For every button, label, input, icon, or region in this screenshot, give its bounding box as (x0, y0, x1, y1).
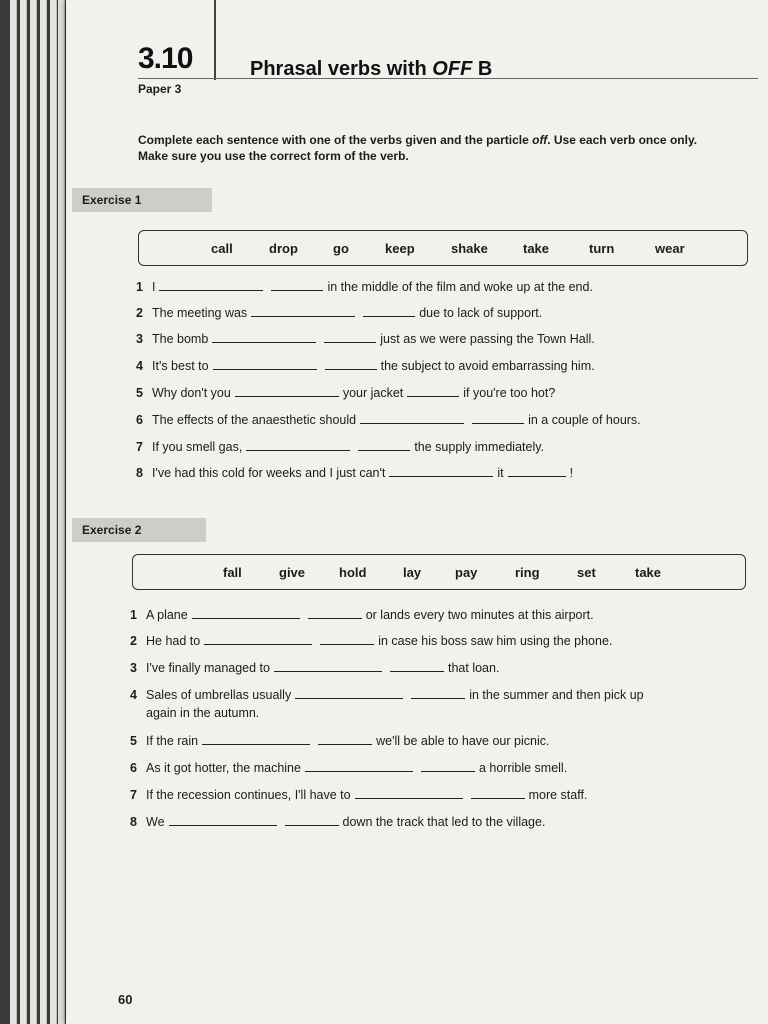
answer-blank[interactable] (251, 304, 355, 317)
answer-blank[interactable] (390, 659, 444, 672)
title-off: OFF (432, 58, 473, 80)
answer-blank[interactable] (421, 759, 475, 772)
answer-blank[interactable] (285, 813, 339, 826)
verb-word: give (279, 565, 306, 580)
answer-blank[interactable] (308, 606, 362, 619)
verb-word: set (577, 565, 596, 580)
answer-blank[interactable] (305, 759, 413, 772)
answer-blank[interactable] (363, 304, 415, 317)
exercise-2-heading: Exercise 2 (72, 518, 206, 542)
title-prefix: Phrasal verbs with (250, 58, 433, 80)
page-stack-edge (10, 0, 17, 1024)
page-stack-edge (50, 0, 57, 1024)
exercise-1-sentence-5: 5 Why don't you your jacket if you're too hot? (136, 386, 556, 400)
verb-word: wear (655, 241, 685, 256)
answer-blank[interactable] (212, 330, 316, 343)
answer-blank[interactable] (192, 606, 300, 619)
exercise-2-sentence-7: 7 If the recession continues, I'll have to more staff. (130, 788, 588, 802)
page-stack-edge (20, 0, 27, 1024)
answer-blank[interactable] (471, 786, 525, 799)
unit-title (250, 58, 492, 81)
exercise-1-sentence-4: 4 It's best to the subject to avoid embarrassing him. (136, 359, 595, 373)
answer-blank[interactable] (358, 438, 410, 451)
answer-blank[interactable] (360, 411, 464, 424)
unit-number: 3.10 (138, 42, 193, 75)
answer-blank[interactable] (235, 384, 339, 397)
verb-word: drop (269, 241, 298, 256)
answer-blank[interactable] (407, 384, 459, 397)
answer-blank[interactable] (159, 278, 263, 291)
paper-label: Paper 3 (138, 82, 182, 96)
verb-word: hold (339, 565, 367, 580)
answer-blank[interactable] (472, 411, 524, 424)
exercise-1-verb-box (138, 230, 748, 266)
answer-blank[interactable] (246, 438, 350, 451)
answer-blank[interactable] (202, 732, 310, 745)
verb-word: fall (223, 565, 242, 580)
exercise-1-heading: Exercise 1 (72, 188, 212, 212)
verb-word: take (523, 241, 550, 256)
answer-blank[interactable] (204, 632, 312, 645)
exercise-1-sentence-2: 2 The meeting was due to lack of support. (136, 306, 543, 320)
workbook-page (66, 0, 768, 1024)
answer-blank[interactable] (508, 464, 566, 477)
exercise-1-sentence-7: 7 If you smell gas, the supply immediately. (136, 440, 545, 454)
answer-blank[interactable] (295, 686, 403, 699)
verb-word: keep (385, 241, 415, 256)
answer-blank[interactable] (271, 278, 323, 291)
verb-word: ring (515, 565, 540, 580)
page-stack-edge (58, 0, 65, 1024)
exercise-1-sentence-8: 8 I've had this cold for weeks and I just can't it ! (136, 466, 574, 480)
answer-blank[interactable] (355, 786, 463, 799)
page-number: 60 (118, 992, 133, 1007)
answer-blank[interactable] (169, 813, 277, 826)
page-stack-edge (30, 0, 37, 1024)
exercise-2-sentence-6: 6 As it got hotter, the machine a horrible smell. (130, 761, 568, 775)
exercise-2-sentence-5: 5 If the rain we'll be able to have our picnic. (130, 734, 550, 748)
exercise-2-sentence-2: 2 He had to in case his boss saw him using the phone. (130, 634, 613, 648)
verb-word: go (333, 241, 349, 256)
exercise-2-sentence-4: 4 Sales of umbrellas usually in the summer and then pick up (130, 688, 644, 702)
answer-blank[interactable] (318, 732, 372, 745)
verb-word: lay (403, 565, 422, 580)
exercise-2-sentence-3: 3 I've finally managed to that loan. (130, 661, 500, 675)
exercise-1-sentence-6: 6 The effects of the anaesthetic should in a couple of hours. (136, 413, 641, 427)
exercise-2-sentence-4-continuation: again in the autumn. (146, 706, 260, 720)
answer-blank[interactable] (325, 357, 377, 370)
answer-blank[interactable] (213, 357, 317, 370)
verb-word: call (211, 241, 233, 256)
title-suffix: B (472, 58, 493, 80)
header-divider (214, 0, 216, 80)
answer-blank[interactable] (320, 632, 374, 645)
verb-word: shake (451, 241, 488, 256)
exercise-1-sentence-1: 1 I in the middle of the film and woke up at the end. (136, 280, 593, 294)
answer-blank[interactable] (411, 686, 465, 699)
exercise-1-sentence-3: 3 The bomb just as we were passing the Town Hall. (136, 332, 595, 346)
instructions-line-2: Make sure you use the correct form of the verb. (138, 149, 409, 163)
verb-word: turn (589, 241, 615, 256)
verb-word: take (635, 565, 662, 580)
verb-word: pay (455, 565, 478, 580)
answer-blank[interactable] (389, 464, 493, 477)
exercise-2-verb-box (132, 554, 746, 590)
answer-blank[interactable] (324, 330, 376, 343)
instructions-line-1: Complete each sentence with one of the verbs given and the particle off. Use each verb once only. (138, 133, 698, 147)
exercise-2-sentence-8: 8 We down the track that led to the village. (130, 815, 546, 829)
instructions (138, 132, 697, 164)
answer-blank[interactable] (274, 659, 382, 672)
exercise-2-sentence-1: 1 A plane or lands every two minutes at this airport. (130, 608, 594, 622)
page-stack-edge (40, 0, 47, 1024)
